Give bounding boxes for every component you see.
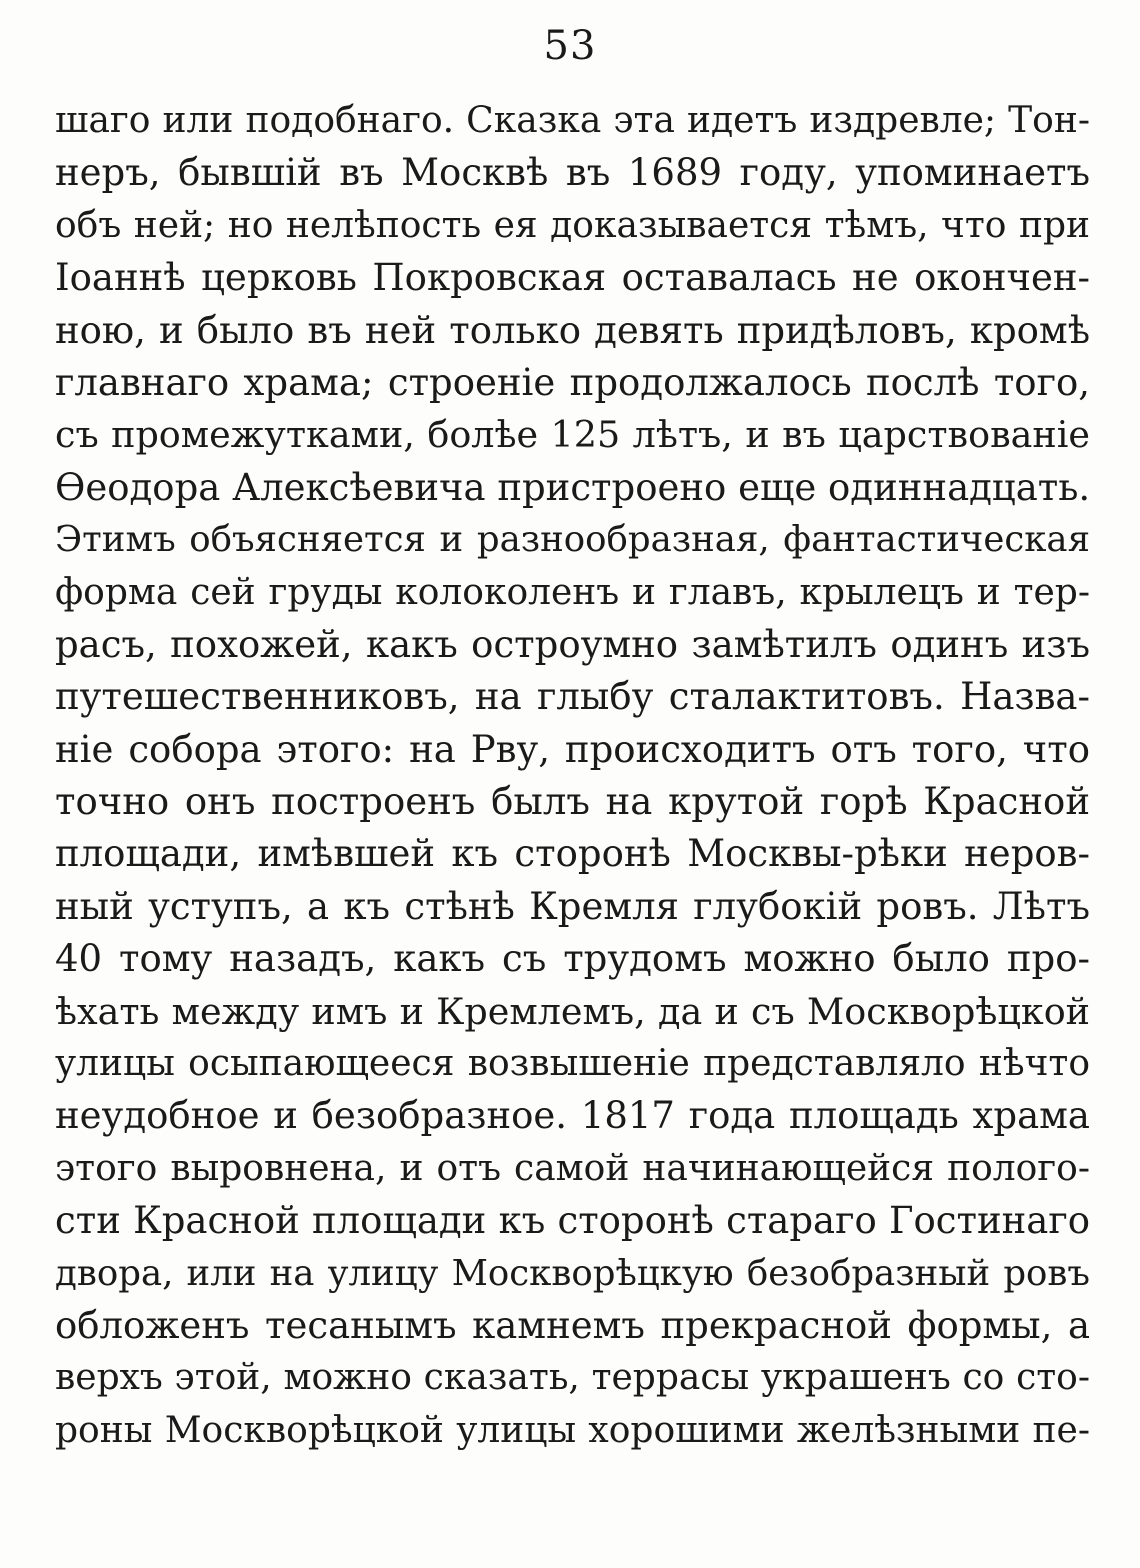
text-line: путешественниковъ, на глыбу сталактитовъ. Назва- [55,675,1090,719]
text-line: верхъ этой, можно сказать, террасы украшенъ со сто- [55,1357,1090,1399]
text-line: сти Красной площади къ сторонѣ стараго Гостинаго [55,1199,1090,1243]
body-text [55,95,1090,1457]
text-line: Этимъ объясняется и разнообразная, фантастическая [55,519,1090,561]
text-line: площади, имѣвшей къ сторонѣ Москвы-рѣки неров- [55,832,1090,876]
text-line: неудобное и безобразное. 1817 года площадь храма [55,1094,1090,1138]
text-line: ный уступъ, а къ стѣнѣ Кремля глубокій ровъ. Лѣтъ [55,884,1090,928]
text-line: двора, или на улицу Москворѣцкую безобразный ровъ [55,1252,1090,1294]
text-line: 40 тому назадъ, какъ съ трудомъ можно было про- [55,937,1090,981]
text-line: точно онъ построенъ былъ на крутой горѣ Красной [55,780,1090,824]
text-line: Ѳеодора Алексѣевича пристроено еще одиннадцать. [55,465,1091,509]
text-line: неръ, бывшій въ Москвѣ въ 1689 году, упоминаетъ [55,151,1090,195]
text-line: этого выровнена, и отъ самой начинающейся полого- [55,1147,1090,1189]
text-line: Іоаннѣ церковь Покровская оставалась не окончен- [55,256,1090,300]
text-line: объ ней; но нелѣпость ея доказывается тѣмъ, что при [55,204,1090,246]
text-line: шаго или подобнаго. Сказка эта идетъ издревле; Тон- [55,100,1090,141]
text-line: роны Москворѣцкой улицы хорошими желѣзными пе- [55,1409,1090,1451]
text-line: съ промежутками, болѣе 125 лѣтъ, и въ царствованіе [55,413,1090,457]
text-line: главнаго храма; строеніе продолжалось послѣ того, [55,360,1090,404]
text-line: обложенъ тесанымъ камнемъ прекрасной формы, а [55,1303,1090,1347]
text-line: ѣхать между имъ и Кремлемъ, да и съ Москворѣцкой [55,989,1090,1033]
text-line: ною, и было въ ней только девять придѣловъ, кромѣ [55,308,1090,352]
text-line: расъ, похожей, какъ остроумно замѣтилъ одинъ изъ [55,622,1090,666]
page-number: 53 [543,23,597,69]
text-line: форма сей груды колоколенъ и главъ, крылецъ и тер- [55,571,1090,613]
text-line: ніе собора этого: на Рву, происходитъ отъ того, что [55,727,1090,771]
text-line: улицы осыпающееся возвышеніе представляло нѣчто [55,1043,1090,1085]
